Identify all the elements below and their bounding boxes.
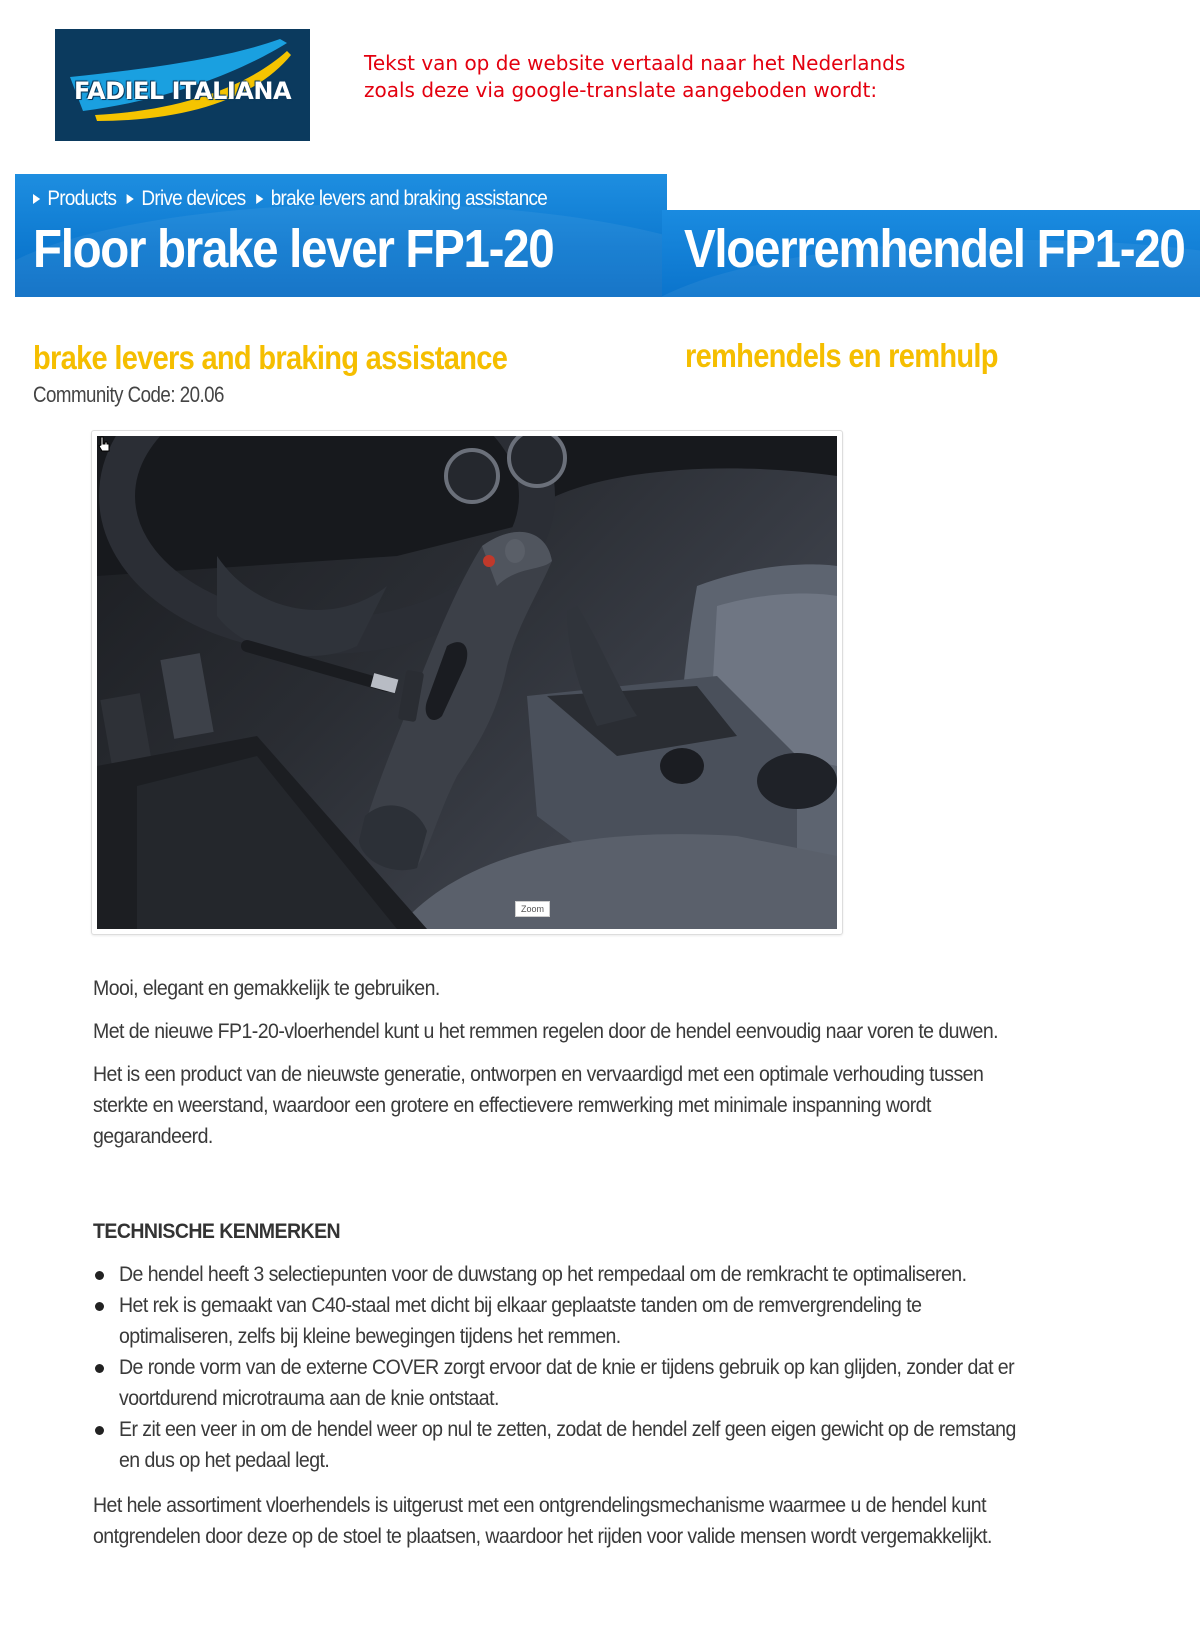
zoom-tooltip: Zoom (515, 901, 550, 917)
bullet-icon (95, 1271, 104, 1280)
note-line-1: Tekst van op de website vertaald naar het Nederlands (364, 51, 906, 75)
section-heading-technical (93, 1216, 1033, 1247)
closing-paragraph (93, 1490, 1033, 1552)
feature-item (93, 1414, 1033, 1476)
description-paragraph-1 (93, 1016, 1033, 1047)
paragraph-2-text: Het is een product van de nieuwste generatie, ontworpen en vervaardigd met een optimale verhouding tussen sterkte en weerstand, waardoor een grotere en effectievere remwerking met minimale inspanning wordt gegarandeerd. (93, 1063, 984, 1148)
breadcrumb-link[interactable]: Drive devices (141, 187, 246, 210)
intro-paragraph (93, 973, 1033, 1004)
community-code: Community Code: 20.06 (33, 382, 224, 407)
description-paragraph-2 (93, 1059, 1033, 1152)
feature-text: De hendel heeft 3 selectiepunten voor de duwstang op het rempedaal om de remkracht te optimaliseren. (119, 1263, 967, 1286)
note-line-2: zoals deze via google-translate aangeboden wordt: (364, 78, 878, 102)
breadcrumb-item-brake-levers[interactable] (256, 187, 547, 211)
feature-item (93, 1352, 1033, 1414)
product-image[interactable] (97, 436, 837, 929)
translation-note (364, 50, 944, 104)
category-subtitle-translated: remhendels en remhulp (685, 337, 998, 374)
intro-text: Mooi, elegant en gemakkelijk te gebruiken. (93, 977, 440, 1000)
bullet-icon (95, 1302, 104, 1311)
breadcrumb-link[interactable]: Products (47, 187, 117, 210)
header-banner-original (15, 174, 667, 297)
breadcrumb-item-products[interactable] (33, 187, 116, 211)
breadcrumb-link[interactable]: brake levers and braking assistance (270, 187, 548, 210)
logo-text: FADIEL ITALIANA (73, 77, 292, 105)
triangle-right-icon (33, 194, 40, 204)
bullet-icon (95, 1364, 104, 1373)
paragraph-1-text: Met de nieuwe FP1-20-vloerhendel kunt u het remmen regelen door de hendel eenvoudig naar voren te duwen. (93, 1020, 998, 1043)
triangle-right-icon (127, 194, 134, 204)
category-subtitle: brake levers and braking assistance (33, 339, 508, 376)
bullet-icon (95, 1426, 104, 1435)
header-banner-translated (662, 210, 1200, 297)
feature-item (93, 1259, 1033, 1290)
breadcrumb (33, 187, 558, 211)
hand-cursor-icon (97, 436, 111, 454)
triangle-right-icon (256, 194, 263, 204)
breadcrumb-item-drive-devices[interactable] (127, 187, 245, 211)
car-interior-illustration (97, 436, 837, 929)
feature-text: Er zit een veer in om de hendel weer op nul te zetten, zodat de hendel zelf geen eigen gewicht op de remstang en dus op het pedaal legt. (119, 1418, 1016, 1472)
page-title: Floor brake lever FP1-20 (33, 219, 554, 279)
features-list (93, 1259, 1033, 1476)
product-description (93, 973, 1033, 1564)
brand-logo[interactable] (55, 29, 310, 141)
closing-text: Het hele assortiment vloerhendels is uitgerust met een ontgrendelingsmechanisme waarmee u de hendel kunt ontgrendelen door deze op de stoel te plaatsen, waardoor het rijden voor valide mensen wordt vergemakkelijkt. (93, 1494, 992, 1548)
feature-item (93, 1290, 1033, 1352)
feature-text: De ronde vorm van de externe COVER zorgt ervoor dat de knie er tijdens gebruik op kan glijden, zonder dat er voortdurend microtrauma aan de knie ontstaat. (119, 1356, 1015, 1410)
feature-text: Het rek is gemaakt van C40-staal met dicht bij elkaar geplaatste tanden om de remvergrendeling te optimaliseren, zelfs bij kleine bewegingen tijdens het remmen. (119, 1294, 922, 1348)
page-title-translated: Vloerremhendel FP1-20 (684, 219, 1185, 279)
section-heading-text: TECHNISCHE KENMERKEN (93, 1220, 341, 1243)
product-image-frame[interactable] (91, 430, 843, 935)
